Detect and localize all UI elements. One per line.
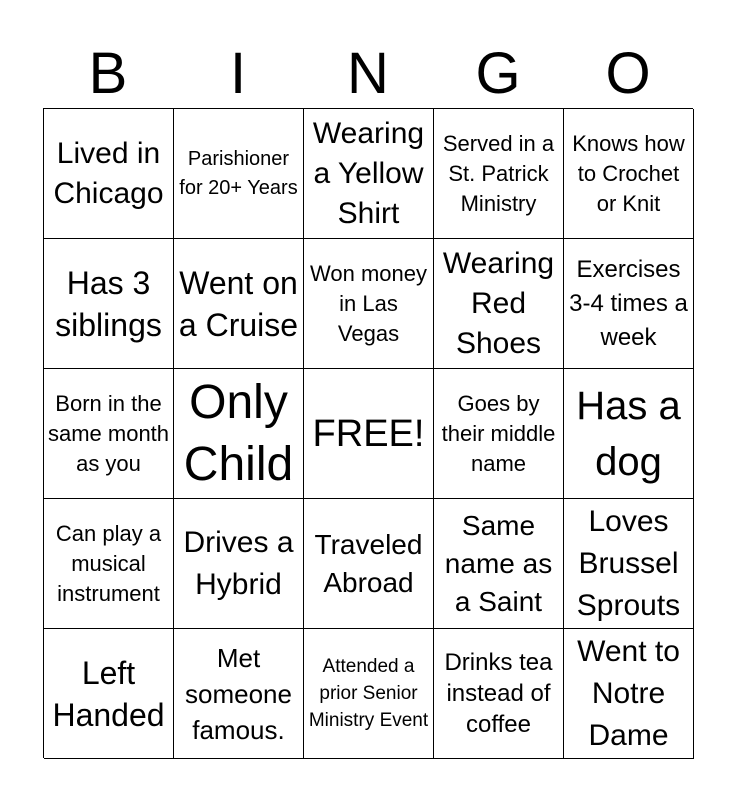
cell-label: Traveled Abroad bbox=[314, 528, 423, 598]
cell-label: Drives a Hybrid bbox=[183, 525, 294, 601]
header-letter-g: G bbox=[475, 41, 521, 106]
bingo-cell-r1-c4[interactable] bbox=[564, 239, 694, 369]
bingo-cell-r2-c0[interactable] bbox=[44, 369, 174, 499]
header-letter-i: I bbox=[229, 41, 247, 106]
bingo-grid bbox=[43, 108, 693, 758]
header-letter-b: B bbox=[88, 41, 128, 106]
bingo-cell-r0-c1[interactable] bbox=[174, 109, 304, 239]
bingo-cell-r1-c0[interactable] bbox=[44, 239, 174, 369]
cell-label: Only Child bbox=[183, 375, 294, 491]
cell-label: Same name as a Saint bbox=[444, 509, 553, 617]
bingo-cell-r4-c4[interactable] bbox=[564, 629, 694, 759]
bingo-header bbox=[43, 40, 693, 108]
cell-label: Can play a musical instrument bbox=[55, 520, 162, 606]
bingo-cell-r0-c3[interactable] bbox=[434, 109, 564, 239]
bingo-cell-r3-c0[interactable] bbox=[44, 499, 174, 629]
bingo-cell-r1-c3[interactable] bbox=[434, 239, 564, 369]
cell-label: Parishioner for 20+ Years bbox=[179, 147, 298, 199]
bingo-cell-r3-c2[interactable] bbox=[304, 499, 434, 629]
header-letter-n: N bbox=[347, 41, 389, 106]
cell-label: Exercises 3-4 times a week bbox=[569, 255, 688, 351]
bingo-cell-r0-c0[interactable] bbox=[44, 109, 174, 239]
cell-label: Loves Brussel Sprouts bbox=[576, 504, 681, 622]
cell-label: Left Handed bbox=[52, 654, 165, 733]
free-space-label: FREE! bbox=[312, 412, 425, 455]
header-letter-o: O bbox=[605, 41, 651, 106]
cell-label: Went to Notre Dame bbox=[577, 634, 680, 752]
cell-label: Knows how to Crochet or Knit bbox=[572, 130, 685, 216]
bingo-cell-r1-c2[interactable] bbox=[304, 239, 434, 369]
cell-label: Went on a Cruise bbox=[178, 264, 299, 343]
bingo-cell-r2-c1[interactable] bbox=[174, 369, 304, 499]
bingo-cell-r4-c0[interactable] bbox=[44, 629, 174, 759]
bingo-cell-r3-c4[interactable] bbox=[564, 499, 694, 629]
bingo-cell-r4-c2[interactable] bbox=[304, 629, 434, 759]
cell-label: Won money in Las Vegas bbox=[310, 260, 427, 346]
cell-label: Drinks tea instead of coffee bbox=[444, 649, 553, 738]
bingo-cell-r3-c3[interactable] bbox=[434, 499, 564, 629]
bingo-cell-r0-c2[interactable] bbox=[304, 109, 434, 239]
cell-label: Has a dog bbox=[576, 383, 681, 484]
cell-label: Wearing a Yellow Shirt bbox=[312, 116, 425, 230]
cell-label: Born in the same month as you bbox=[47, 390, 170, 476]
bingo-cell-r4-c1[interactable] bbox=[174, 629, 304, 759]
bingo-cell-r3-c1[interactable] bbox=[174, 499, 304, 629]
bingo-cell-r2-c4[interactable] bbox=[564, 369, 694, 499]
cell-label: Served in a St. Patrick Ministry bbox=[442, 130, 555, 216]
cell-label: Goes by their middle name bbox=[441, 390, 556, 476]
cell-label: Wearing Red Shoes bbox=[442, 246, 555, 360]
bingo-cell-r1-c1[interactable] bbox=[174, 239, 304, 369]
cell-label: Has 3 siblings bbox=[55, 264, 162, 343]
cell-label: Met someone famous. bbox=[185, 642, 292, 745]
bingo-cell-r4-c3[interactable] bbox=[434, 629, 564, 759]
bingo-cell-r2-c3[interactable] bbox=[434, 369, 564, 499]
cell-label: Lived in Chicago bbox=[53, 136, 164, 210]
bingo-cell-r0-c4[interactable] bbox=[564, 109, 694, 239]
bingo-cell-r2-c2[interactable] bbox=[304, 369, 434, 499]
cell-label: Attended a prior Senior Ministry Event bbox=[308, 656, 429, 731]
